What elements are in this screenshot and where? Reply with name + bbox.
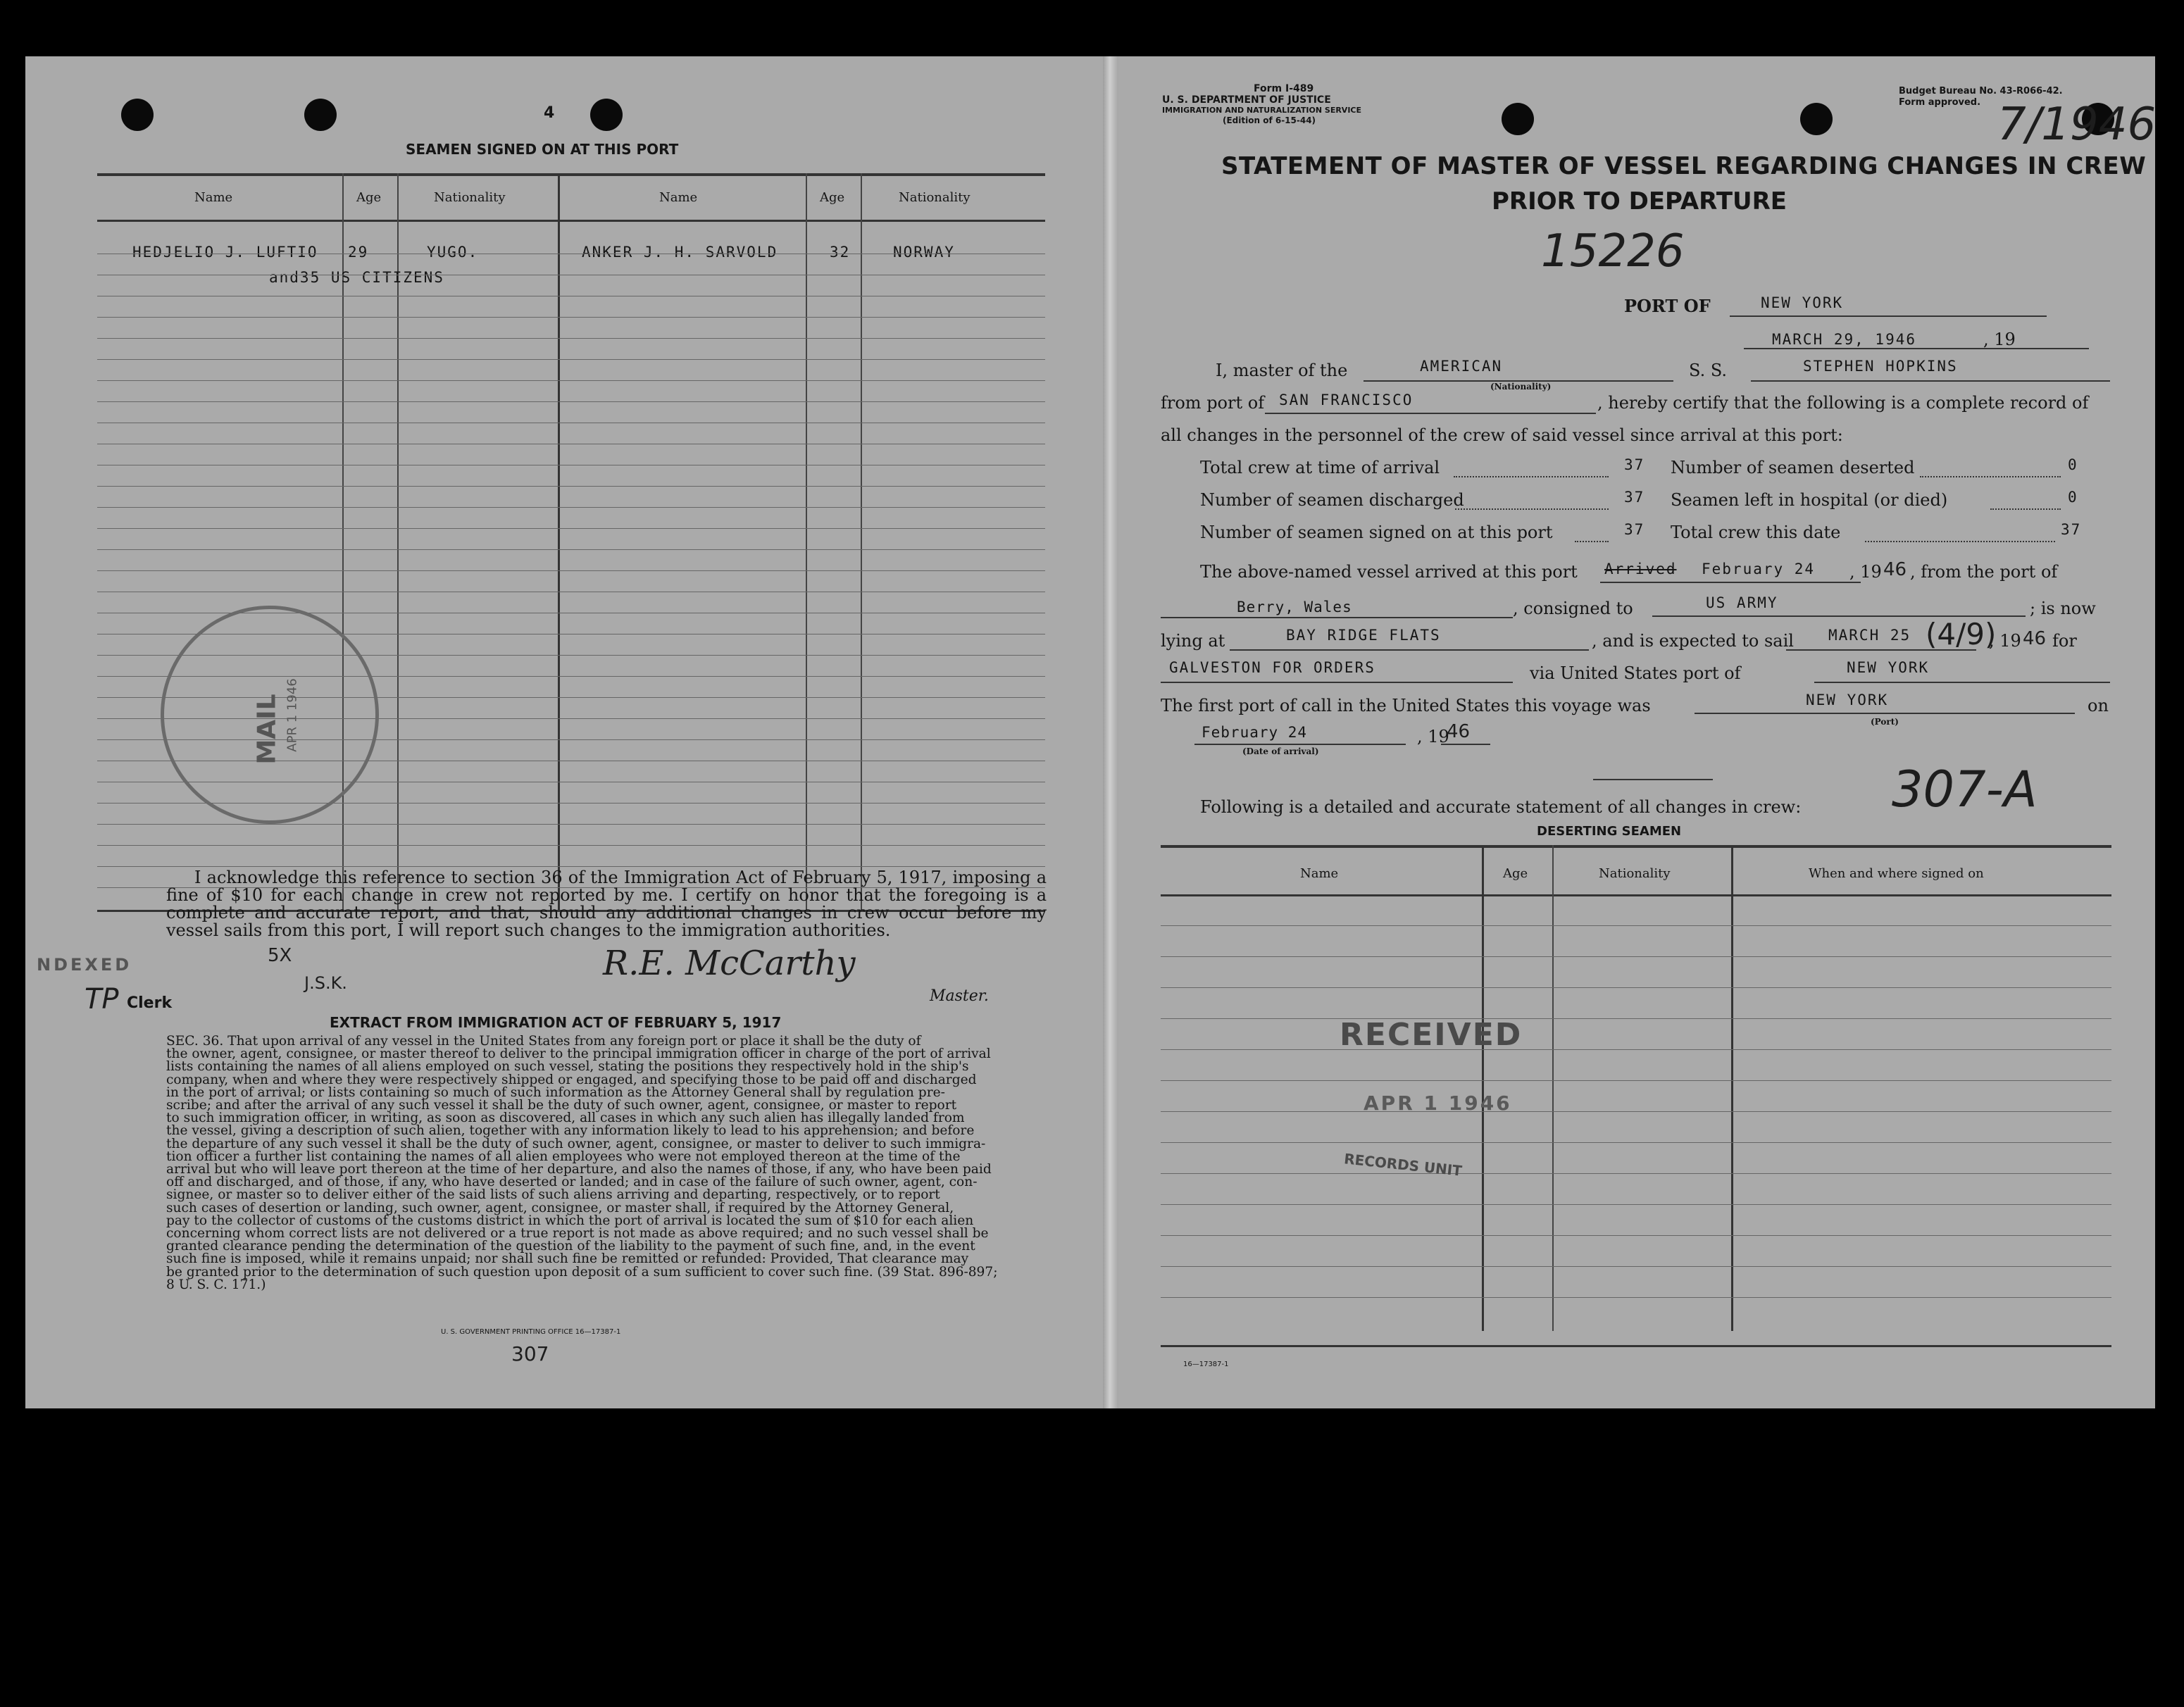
extract-line: off and discharged, and of those, if any, who have deserted or landed; and in case of the failure of such owner, agent, con- bbox=[166, 1175, 978, 1190]
table-rule bbox=[97, 866, 1045, 867]
consigned-label: , consigned to bbox=[1513, 599, 1633, 618]
table-rule bbox=[97, 486, 1045, 487]
col-header-nationality-2: Nationality bbox=[899, 190, 971, 205]
extract-line: pay to the collector of customs of the customs district in which the port of arrival is located the sum of $10 for each alien bbox=[166, 1213, 974, 1228]
stat-deserted-label: Number of seamen deserted bbox=[1671, 458, 1915, 477]
table-rule bbox=[1161, 1297, 2111, 1298]
table-rule bbox=[1161, 1049, 2111, 1050]
punch-hole bbox=[590, 99, 623, 131]
extract-line: company, when and where they were respectively shipped or engaged, and specifying those to be paid off and discharged bbox=[166, 1072, 977, 1087]
initials-5x: 5X bbox=[268, 945, 292, 966]
changes-intro: Following is a detailed and accurate statement of all changes in crew: bbox=[1200, 797, 1802, 817]
extract-line: in the port of arrival; or lists containing so much of such information as the Attorney General shall by regulation pre- bbox=[166, 1084, 945, 1100]
arrival-date-value: February 24 bbox=[1202, 724, 1308, 741]
date-value: MARCH 29, 1946 bbox=[1772, 331, 1917, 348]
extract-line: such fine is imposed, while it remains unpaid; nor shall such fine be remitted or refunded: Provided, That clearance may bbox=[166, 1251, 969, 1267]
destination: GALVESTON FOR ORDERS bbox=[1169, 659, 1375, 676]
from-port-value: SAN FRANCISCO bbox=[1279, 392, 1414, 408]
col-header-name-2: Name bbox=[659, 190, 698, 205]
via-label: via United States port of bbox=[1530, 663, 1741, 683]
budget-bureau: Budget Bureau No. 43-R066-42. bbox=[1899, 86, 2063, 96]
form-title-line2: PRIOR TO DEPARTURE bbox=[1492, 187, 1787, 215]
extract-title: EXTRACT FROM IMMIGRATION ACT OF FEBRUARY 5, 1917 bbox=[330, 1014, 782, 1031]
for-label: for bbox=[2052, 631, 2077, 651]
handwritten-corner: 7/1946 bbox=[1997, 99, 2157, 151]
table-rule bbox=[1161, 1173, 2111, 1174]
table-rule bbox=[1161, 1080, 2111, 1081]
extract-line: the vessel, giving a description of such alien, together with any information likely to lead to his apprehension; and before bbox=[166, 1123, 975, 1139]
table-rule bbox=[1161, 987, 2111, 988]
stat-signed-on-label: Number of seamen signed on at this port bbox=[1200, 523, 1553, 542]
stat-total-crew-arrival-label: Total crew at time of arrival bbox=[1200, 458, 1440, 477]
master-label: Master. bbox=[930, 987, 989, 1005]
document-sheet bbox=[25, 56, 2155, 1408]
stat-deserted-value: 0 bbox=[2068, 456, 2078, 473]
col-header-name: Name bbox=[194, 190, 233, 205]
page-fold bbox=[1103, 56, 1118, 1408]
table-rule bbox=[1161, 1235, 2111, 1236]
seamen-signed-title: SEAMEN SIGNED ON AT THIS PORT bbox=[406, 141, 679, 158]
mail-stamp-date: APR 1 1946 bbox=[285, 678, 300, 752]
seaman-nationality: YUGO. bbox=[427, 244, 479, 261]
department: U. S. DEPARTMENT OF JUSTICE bbox=[1162, 94, 1331, 106]
extract-line: the owner, agent, consignee, or master thereof to deliver to the principal immigration officer in charge of the port of arrival bbox=[166, 1046, 991, 1062]
extract-line: to such immigration officer, in writing, as soon as discovered, all cases in which any such alien has illegally landed from bbox=[166, 1111, 965, 1126]
mail-stamp bbox=[161, 606, 379, 824]
stat-signed-on-value: 37 bbox=[1624, 521, 1645, 538]
table-rule bbox=[97, 317, 1045, 318]
sail-year-prefix: , 19 bbox=[1989, 631, 2021, 651]
port-label: PORT OF bbox=[1624, 296, 1711, 316]
mail-stamp-text: MAIL bbox=[252, 694, 282, 765]
extract-line: be granted prior to the determination of such question upon deposit of a sum sufficient to cover such fine. (39 Stat. 896-897; bbox=[166, 1264, 998, 1280]
master-signature: R.E. McCarthy bbox=[603, 944, 856, 983]
bottom-number: 307 bbox=[511, 1342, 549, 1365]
arrival-year-prefix: , 19 bbox=[1417, 727, 1449, 746]
origin-port: Berry, Wales bbox=[1237, 599, 1352, 615]
form-title-line1: STATEMENT OF MASTER OF VESSEL REGARDING CHANGES IN CREW bbox=[1221, 152, 2147, 180]
extract-line: granted clearance pending the determination of the question of the liability to the payment of such fine, and, in the event bbox=[166, 1239, 975, 1254]
desert-col-age: Age bbox=[1503, 866, 1528, 881]
acknowledgement-text: I acknowledge this reference to section 36 of the Immigration Act of February 5, 1917, imposing a fine of $10 for each change in crew not reported by me. I certify on honor that the foregoing is a complete and accurate report, and that, should any additional changes in crew occur before my vessel sails from this port, I will report such changes to the immigration authorities. bbox=[166, 868, 1047, 940]
file-number: 15226 bbox=[1541, 225, 1685, 277]
table-rule bbox=[1161, 925, 2111, 926]
table-rule bbox=[97, 359, 1045, 360]
extract-line: tion officer a further list containing the names of all alien employees who were not employed thereon at the time of the bbox=[166, 1149, 961, 1164]
service: IMMIGRATION AND NATURALIZATION SERVICE bbox=[1162, 106, 1362, 115]
table-rule bbox=[97, 507, 1045, 508]
first-port-caption: (Port) bbox=[1871, 717, 1899, 727]
table-rule bbox=[97, 380, 1045, 381]
expected-label: , and is expected to sail bbox=[1592, 631, 1794, 651]
extract-line: 8 U. S. C. 171.) bbox=[166, 1277, 266, 1292]
extract-line: scribe; and after the arrival of any such vessel it shall be the duty of such owner, agent, consignee, or master to report bbox=[166, 1098, 957, 1113]
code-307a: 307-A bbox=[1892, 761, 2038, 818]
table-rule bbox=[1161, 1266, 2111, 1267]
extract-line: arrival but who will leave port thereon at the time of her departure, and also the names of those, if any, who have been paid bbox=[166, 1162, 992, 1177]
table-rule bbox=[97, 845, 1045, 846]
seaman-name: HEDJELIO J. LUFTIO bbox=[132, 244, 318, 261]
sail-note: (4/9) bbox=[1926, 617, 1997, 651]
via-port: NEW YORK bbox=[1847, 659, 1930, 676]
nationality-caption: (Nationality) bbox=[1490, 382, 1552, 392]
lying-label: lying at bbox=[1161, 631, 1225, 651]
table-rule bbox=[97, 528, 1045, 529]
table-rule bbox=[1161, 1142, 2111, 1143]
punch-hole bbox=[1800, 103, 1833, 135]
arrived-year: 46 bbox=[1883, 559, 1907, 580]
received-unit: RECORDS UNIT bbox=[1343, 1150, 1463, 1180]
arrival-year: 46 bbox=[1447, 721, 1471, 742]
certify-text-2: all changes in the personnel of the crew of said vessel since arrival at this port: bbox=[1161, 425, 1843, 445]
now-label: ; is now bbox=[2030, 599, 2096, 618]
lying-value: BAY RIDGE FLATS bbox=[1286, 627, 1441, 644]
punch-hole bbox=[1502, 103, 1534, 135]
indexed-stamp: NDEXED bbox=[37, 955, 132, 975]
extract-line: the departure of any such vessel it shall be the duty of such owner, agent, consignee, or master to deliver to such immigra- bbox=[166, 1136, 986, 1151]
stat-hospital-label: Seamen left in hospital (or died) bbox=[1671, 490, 1948, 510]
table-rule bbox=[1161, 1204, 2111, 1205]
sail-date: MARCH 25 bbox=[1828, 627, 1911, 644]
table-rule bbox=[97, 338, 1045, 339]
vessel-name: STEPHEN HOPKINS bbox=[1803, 358, 1958, 375]
right-footer-code: 16—17387-1 bbox=[1183, 1361, 1229, 1368]
col-header-nationality: Nationality bbox=[434, 190, 506, 205]
arrived-date: February 24 bbox=[1702, 561, 1816, 577]
edition: (Edition of 6-15-44) bbox=[1223, 115, 1316, 125]
extract-body bbox=[166, 1035, 1047, 1292]
stat-discharged-label: Number of seamen discharged bbox=[1200, 490, 1464, 510]
desert-col-name: Name bbox=[1300, 866, 1339, 881]
on-label: on bbox=[2088, 696, 2109, 715]
arrived-year-prefix: , 19 bbox=[1849, 562, 1882, 582]
extract-line: concerning whom correct lists are not delivered or a true report is not made as above required; and no such vessel shall be bbox=[166, 1226, 989, 1242]
arrived-struck: Arrived bbox=[1604, 561, 1677, 577]
certify-text: , hereby certify that the following is a complete record of bbox=[1597, 393, 2089, 413]
stat-total-crew-date-value: 37 bbox=[2061, 521, 2082, 538]
col-header-age: Age bbox=[356, 190, 382, 205]
stat-total-crew-arrival-value: 37 bbox=[1624, 456, 1645, 473]
seaman-age-2: 32 bbox=[830, 244, 851, 261]
clerk-initials: TP bbox=[85, 983, 119, 1015]
first-port-value: NEW YORK bbox=[1806, 692, 1889, 708]
stat-discharged-value: 37 bbox=[1624, 489, 1645, 506]
form-approved: Form approved. bbox=[1899, 97, 1981, 108]
punch-hole bbox=[121, 99, 154, 131]
table-rule bbox=[97, 570, 1045, 571]
table-rule bbox=[97, 549, 1045, 550]
page-number: 4 bbox=[544, 104, 555, 122]
initials-jsk: J.S.K. bbox=[304, 973, 347, 993]
clerk-label: Clerk bbox=[127, 994, 173, 1012]
port-value: NEW YORK bbox=[1761, 294, 1844, 311]
table-rule bbox=[1161, 1018, 2111, 1019]
gpo-footer: U. S. GOVERNMENT PRINTING OFFICE 16—17387-1 bbox=[441, 1328, 621, 1336]
table-rule bbox=[1161, 956, 2111, 957]
date-suffix: , 19 bbox=[1983, 330, 2016, 349]
extract-line: SEC. 36. That upon arrival of any vessel in the United States from any foreign port or place it shall be the duty of bbox=[166, 1034, 921, 1049]
form-number: Form I-489 bbox=[1254, 83, 1314, 94]
table-rule bbox=[97, 824, 1045, 825]
punch-hole bbox=[304, 99, 337, 131]
seaman-name-2: ANKER J. H. SARVOLD bbox=[582, 244, 778, 261]
seaman-nationality-2: NORWAY bbox=[893, 244, 955, 261]
received-stamp: RECEIVED bbox=[1340, 1017, 1523, 1053]
master-of-label: I, master of the bbox=[1216, 361, 1348, 380]
col-header-age-2: Age bbox=[820, 190, 845, 205]
first-port-label: The first port of call in the United States this voyage was bbox=[1161, 696, 1651, 715]
deserting-title: DESERTING SEAMEN bbox=[1537, 824, 1682, 839]
desert-col-when-where: When and where signed on bbox=[1809, 866, 1984, 881]
arrival-caption: (Date of arrival) bbox=[1242, 746, 1319, 756]
seaman-age: 29 bbox=[348, 244, 369, 261]
stat-hospital-value: 0 bbox=[2068, 489, 2078, 506]
table-rule bbox=[1161, 1111, 2111, 1112]
from-port-label: from port of bbox=[1161, 393, 1265, 413]
received-date: APR 1 1946 bbox=[1364, 1092, 1512, 1115]
sail-year: 46 bbox=[2023, 628, 2047, 649]
extract-line: such cases of desertion or landing, such owner, agent, consignee, or master shall, if required by the Attorney General, bbox=[166, 1200, 954, 1215]
stat-total-crew-date-label: Total crew this date bbox=[1671, 523, 1841, 542]
consignee: US ARMY bbox=[1706, 594, 1778, 611]
from-port-of-label: , from the port of bbox=[1910, 562, 2058, 582]
ss-label: S. S. bbox=[1689, 361, 1728, 380]
table-rule bbox=[97, 401, 1045, 402]
extract-line: signee, or master so to deliver either of the said lists of such aliens arriving and departing, respectively, or to report bbox=[166, 1187, 940, 1203]
seaman-extra-note: and35 US CITIZENS bbox=[269, 269, 444, 286]
extract-line: lists containing the names of all aliens employed on such vessel, stating the positions they respectively hold in the ship's bbox=[166, 1059, 969, 1075]
table-bottom-rule bbox=[1161, 1345, 2111, 1347]
desert-col-nationality: Nationality bbox=[1599, 866, 1671, 881]
nationality-value: AMERICAN bbox=[1420, 358, 1503, 375]
arrived-text: The above-named vessel arrived at this port bbox=[1200, 562, 1578, 582]
